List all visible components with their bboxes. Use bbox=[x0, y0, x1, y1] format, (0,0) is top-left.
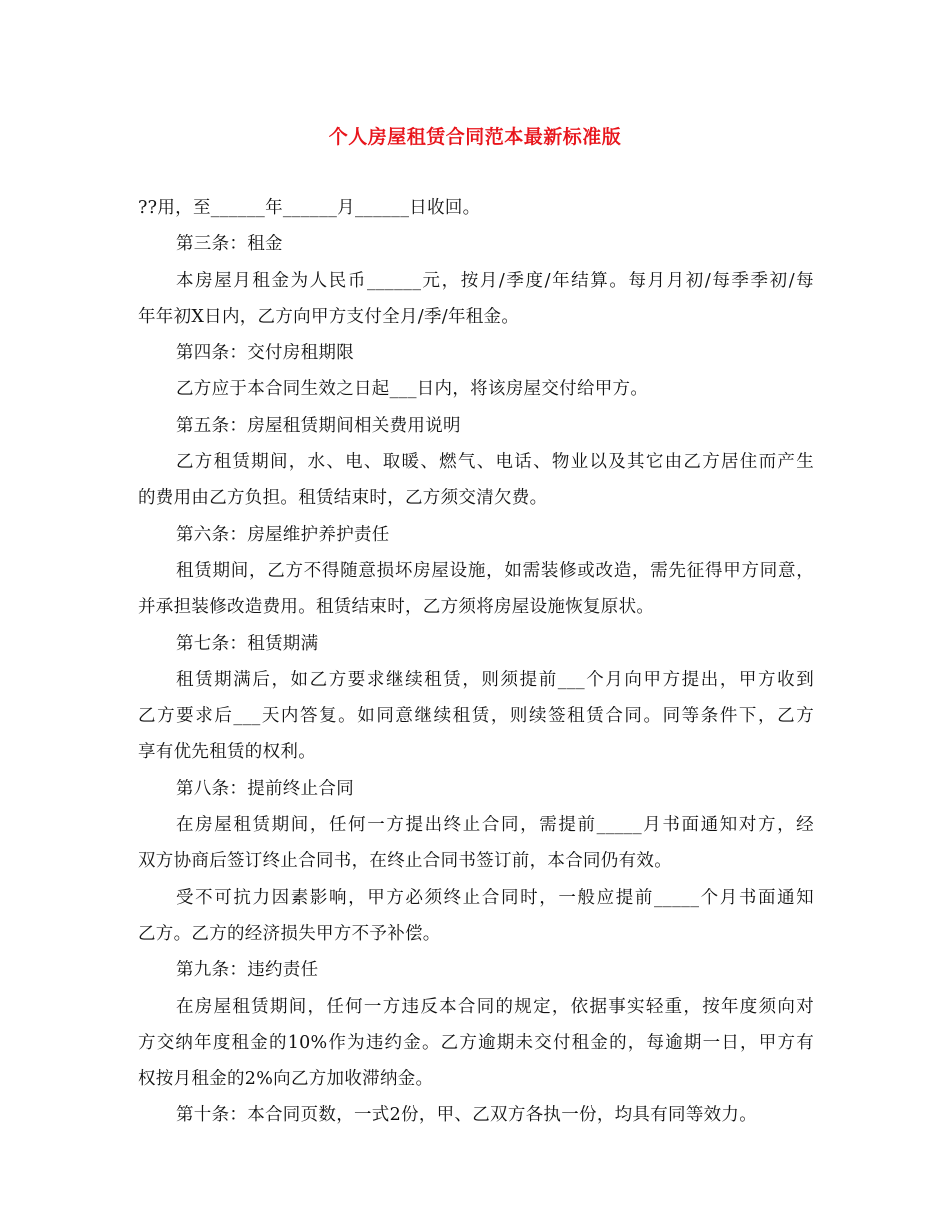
text-line: ??用，至______年______月______日收回。 bbox=[138, 198, 481, 218]
text-line: 双方协商后签订终止合同书，在终止合同书签订前，本合同仍有效。 bbox=[138, 851, 672, 872]
text-line: 在房屋租赁期间，任何一方提出终止合同，需提前_____月书面通知对方，经 bbox=[176, 815, 814, 836]
clause-heading: 第五条：房屋租赁期间相关费用说明 bbox=[176, 415, 461, 436]
text-line: 乙方应于本合同生效之日起___日内，将该房屋交付给甲方。 bbox=[176, 379, 649, 400]
text-line: 年年初X日内，乙方向甲方支付全月/季/年租金。 bbox=[138, 306, 520, 327]
clause-heading: 第七条：租赁期满 bbox=[176, 633, 319, 654]
text-line: 受不可抗力因素影响，甲方必须终止合同时，一般应提前_____个月书面通知 bbox=[176, 887, 814, 908]
text-line: 并承担装修改造费用。租赁结束时，乙方须将房屋设施恢复原状。 bbox=[138, 597, 655, 618]
clause-heading: 第三条：租金 bbox=[176, 234, 283, 255]
clause-heading: 第九条：违约责任 bbox=[176, 960, 319, 981]
clause-heading: 第四条：交付房租期限 bbox=[176, 343, 354, 364]
text-line: 权按月租金的2%向乙方加收滞纳金。 bbox=[138, 1069, 434, 1090]
document-body bbox=[138, 190, 814, 1134]
text-line: 乙方租赁期间，水、电、取暖、燃气、电话、物业以及其它由乙方居住而产生 bbox=[176, 452, 814, 473]
text-line: 享有优先租赁的权利。 bbox=[138, 742, 316, 763]
text-line: 方交纳年度租金的10%作为违约金。乙方逾期未交付租金的，每逾期一日，甲方有 bbox=[138, 1032, 814, 1053]
text-line: 乙方。乙方的经济损失甲方不予补偿。 bbox=[138, 923, 441, 944]
text-line: 在房屋租赁期间，任何一方违反本合同的规定，依据事实轻重，按年度须向对 bbox=[176, 996, 814, 1017]
text-line: 租赁期间，乙方不得随意损坏房屋设施，如需装修或改造，需先征得甲方同意， bbox=[176, 560, 814, 581]
document-title: 个人房屋租赁合同范本最新标准版 bbox=[328, 126, 622, 148]
text-line: 乙方要求后___天内答复。如同意继续租赁，则续签租赁合同。同等条件下，乙方 bbox=[138, 706, 814, 727]
clause-heading: 第八条：提前终止合同 bbox=[176, 778, 354, 799]
clause-heading: 第六条：房屋维护养护责任 bbox=[176, 524, 390, 545]
text-line: 租赁期满后，如乙方要求继续租赁，则须提前___个月向甲方提出，甲方收到 bbox=[176, 669, 814, 690]
text-line: 第十条：本合同页数，一式2份，甲、乙双方各执一份，均具有同等效力。 bbox=[176, 1105, 758, 1126]
text-line: 本房屋月租金为人民币______元，按月/季度/年结算。每月月初/每季季初/每 bbox=[176, 270, 814, 291]
text-line: 的费用由乙方负担。租赁结束时，乙方须交清欠费。 bbox=[138, 488, 548, 509]
